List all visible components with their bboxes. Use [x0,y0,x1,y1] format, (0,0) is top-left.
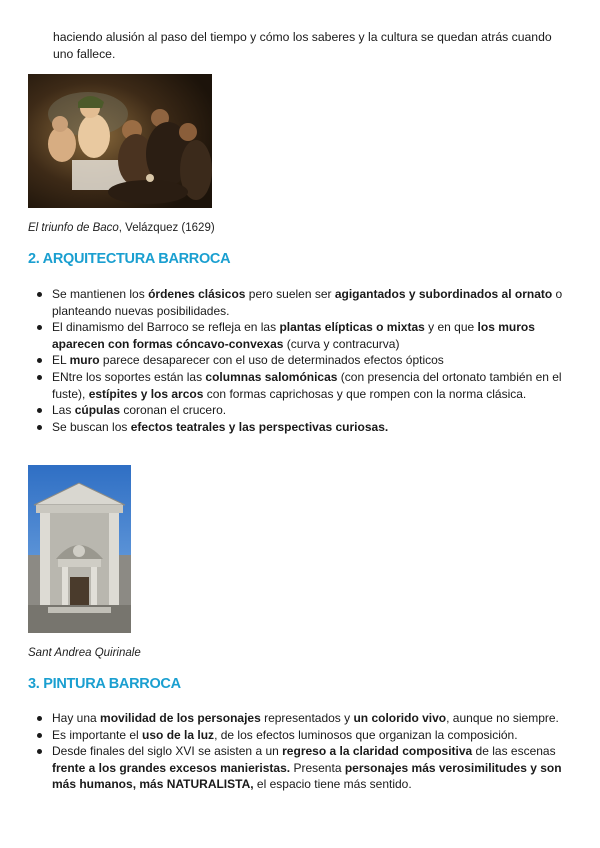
text: Se buscan los [52,419,131,434]
bold-text: muro [69,353,100,368]
text: El dinamismo del Barroco se refleja en las [52,320,280,335]
text: Las [52,403,75,418]
text: (curva y contracurva) [283,336,400,351]
bold-text: personajes más verosimilitudes y son más humanos, más NATURALISTA, [52,760,562,792]
text: coronan el crucero. [120,403,227,418]
text: con formas caprichosas y que rompen con la norma clásica. [203,386,527,401]
pintura-bullet-list [28,710,576,793]
figure1-caption-title: El triunfo de Baco [28,222,119,234]
triunfo-de-baco-painting [28,74,212,208]
bold-text: cúpulas [74,403,121,418]
bold-text: los muros aparecen con formas cóncavo-convexas [52,320,535,351]
pintura-bullet-item [28,710,576,727]
text: , de los efectos luminosos que organizan la composición. [214,727,518,742]
bold-text: columnas salomónicas [205,369,338,384]
text: Hay una [52,711,101,725]
bold-text: agigantados y subordinados al ornato [334,287,553,301]
bold-text: estípites y los arcos [88,386,204,401]
bold-text: órdenes clásicos [148,287,246,301]
arquitectura-bullet-item [28,286,576,319]
bold-text: frente a los grandes excesos manieristas. [52,760,291,775]
text: parece desaparecer con el uso de determinados efectos ópticos [99,353,444,368]
text: pero suelen ser [245,287,335,301]
text: o planteando nuevas posibilidades. [52,287,563,318]
bold-text: efectos teatrales y las perspectivas curiosas. [130,419,389,434]
text: Desde finales del siglo XVI se asisten a un [52,744,283,759]
sant-andrea-quirinale-photo [28,465,131,633]
section-heading-arquitectura: 2. ARQUITECTURA BARROCA [28,251,231,267]
text: y en que [424,320,478,335]
arquitectura-bullet-item [28,419,576,436]
arquitectura-bullet-list [28,286,576,435]
text: ENtre los soportes están las [52,369,206,384]
text: EL [52,353,70,368]
text: representados y [260,711,354,725]
text: Es importante el [52,727,143,742]
bold-text: movilidad de los personajes [100,711,261,725]
text: (con presencia del ortonato también en el fuste), [52,369,562,401]
text: de las escenas [472,744,556,759]
pintura-bullet-item [28,727,576,744]
bold-text: regreso a la claridad compositiva [282,744,473,759]
arquitectura-bullet-item [28,369,576,402]
bold-text: uso de la luz [142,727,215,742]
figure1-caption [28,221,215,236]
bold-text: plantas elípticas o mixtas [279,320,425,335]
bold-text: un colorido vivo [353,711,447,725]
section-heading-pintura: 3. PINTURA BARROCA [28,676,181,692]
text: el espacio tiene más sentido. [253,777,412,792]
arquitectura-bullet-item [28,319,576,352]
text: Se mantienen los [52,287,149,301]
arquitectura-bullet-item [28,402,576,419]
text: Presenta [290,760,345,775]
pintura-bullet-item [28,743,576,793]
figure1-caption-rest: , Velázquez (1629) [118,222,215,234]
text: , aunque no siempre. [446,711,559,725]
intro-paragraph: haciendo alusión al paso del tiempo y cómo los saberes y la cultura se quedan atrás cuando uno fallece. [53,30,552,61]
figure2-caption: Sant Andrea Quirinale [28,647,141,659]
arquitectura-bullet-item [28,352,576,369]
